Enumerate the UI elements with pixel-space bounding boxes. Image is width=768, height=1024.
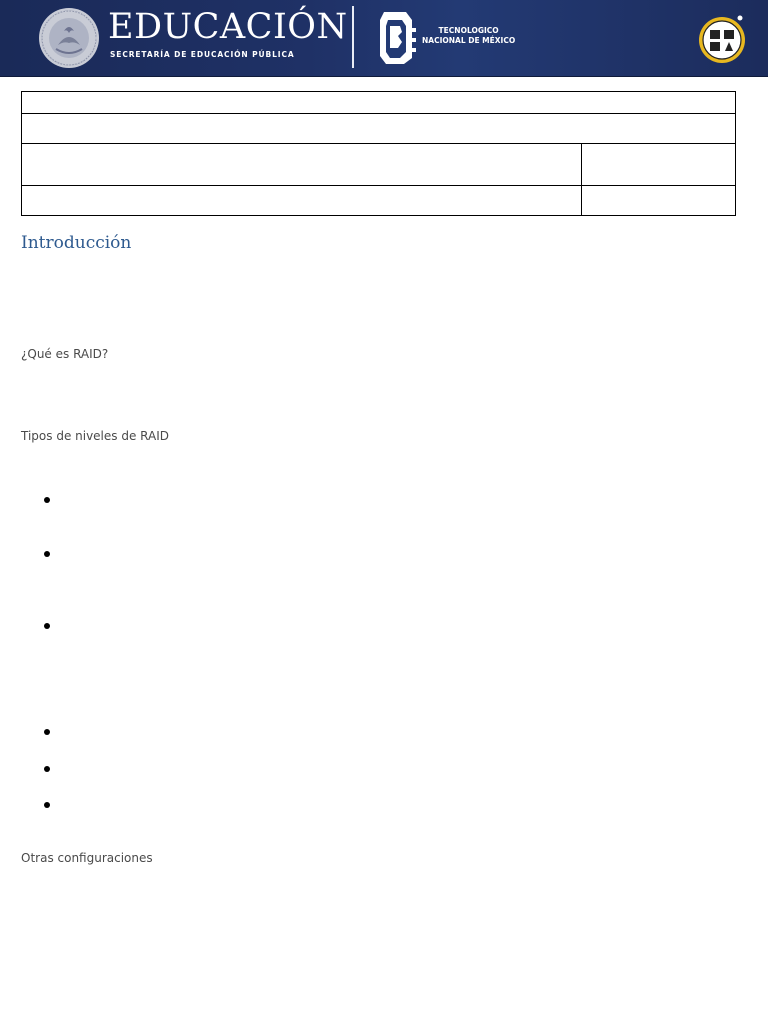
info-cell <box>582 186 736 216</box>
info-table-row <box>22 92 736 114</box>
bullet-icon <box>44 766 50 772</box>
tecnm-text <box>422 26 515 46</box>
campus-emblem-icon <box>697 14 747 64</box>
info-cell <box>22 144 582 186</box>
tecnm-logo-icon <box>376 8 418 66</box>
bullet-icon <box>44 551 50 557</box>
tecnm-line2: NACIONAL DE MÉXICO <box>422 36 516 45</box>
introduction-heading: Introducción <box>21 233 132 253</box>
info-table-row <box>22 114 736 144</box>
bullet-icon <box>44 497 50 503</box>
info-table-row <box>22 186 736 216</box>
header-banner <box>0 0 768 77</box>
bullet-icon <box>44 802 50 808</box>
raid-levels-heading: Tipos de niveles de RAID <box>21 429 169 443</box>
coat-of-arms-seal-icon <box>38 7 100 69</box>
education-title: EDUCACIÓN <box>108 7 348 47</box>
bullet-icon <box>44 623 50 629</box>
info-cell <box>22 114 736 144</box>
info-cell <box>22 92 736 114</box>
info-table-row <box>22 144 736 186</box>
tecnm-line1: TECNOLOGICO <box>438 26 499 35</box>
info-cell <box>22 186 582 216</box>
bullet-icon <box>44 729 50 735</box>
info-cell <box>582 144 736 186</box>
education-subtitle: SECRETARÍA DE EDUCACIÓN PÚBLICA <box>110 50 295 59</box>
header-divider <box>352 6 354 68</box>
what-is-raid-heading: ¿Qué es RAID? <box>21 347 109 361</box>
other-configurations-heading: Otras configuraciones <box>21 851 153 865</box>
info-table <box>21 91 736 216</box>
